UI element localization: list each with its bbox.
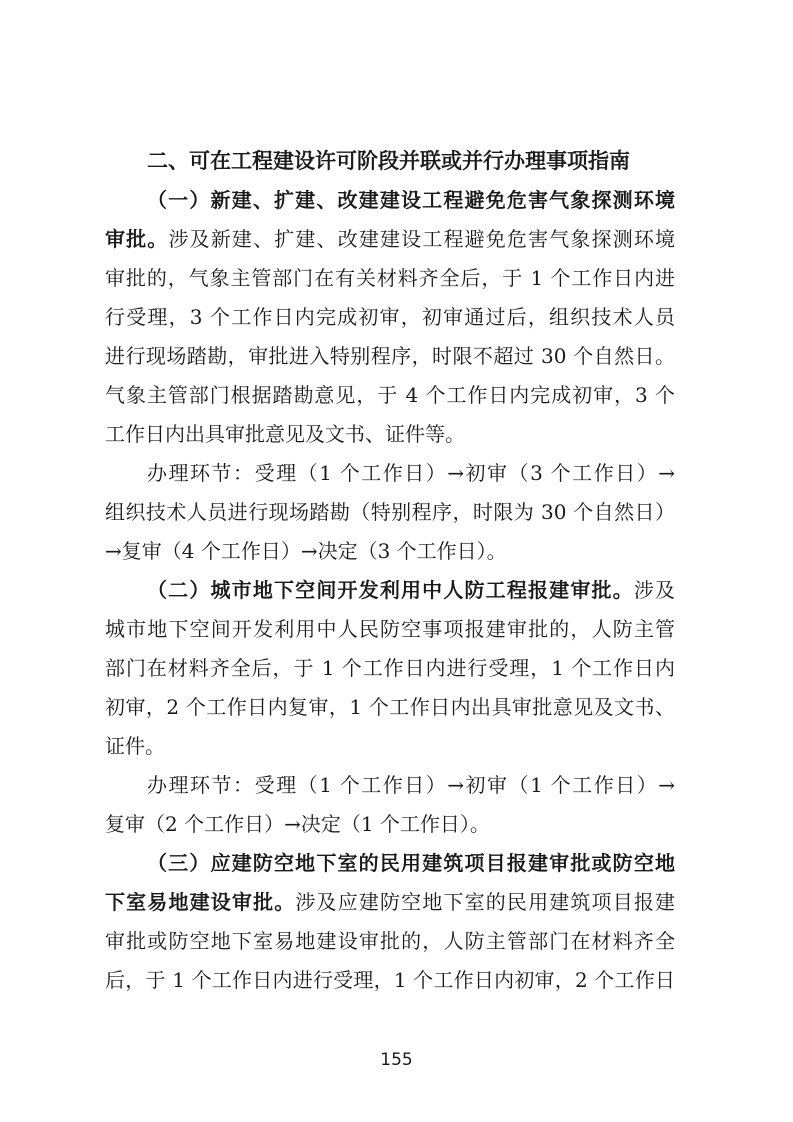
line-text: 办理环节：受理（1 个工作日）→初审（1 个工作日）→	[147, 773, 675, 797]
paragraph-line	[105, 378, 675, 412]
paragraph-line	[105, 300, 675, 334]
line-text: 涉及	[633, 578, 675, 602]
line-text: 城市地下空间开发利用中人民防空事项报建审批的，人防主管	[105, 617, 675, 641]
paragraph-line	[147, 183, 675, 217]
paragraph-lead: （三）应建防空地下室的民用建筑项目报建审批或防空地	[147, 851, 675, 875]
paragraph-lead: 审批。	[105, 227, 169, 251]
line-text: 办理环节：受理（1 个工作日）→初审（3 个工作日）→	[147, 461, 675, 485]
paragraph-line	[105, 612, 675, 646]
paragraph-line	[105, 690, 675, 724]
procedure-line	[105, 495, 675, 529]
paragraph-line	[147, 846, 675, 880]
line-text: 工作日内出具审批意见及文书、证件等。	[105, 422, 465, 446]
line-text: 涉及应建防空地下室的民用建筑项目报建	[295, 890, 675, 914]
procedure-line	[147, 456, 675, 490]
section-heading: 二、可在工程建设许可阶段并联或并行办理事项指南	[147, 149, 630, 173]
line-text: 后，于 1 个工作日内进行受理，1 个工作日内初审，2 个工作日	[105, 968, 675, 992]
line-text: 初审，2 个工作日内复审，1 个工作日内出具审批意见及文书、	[105, 695, 675, 719]
line-text: 涉及新建、扩建、改建建设工程避免危害气象探测环境	[168, 227, 675, 251]
line-text: 审批的，气象主管部门在有关材料齐全后，于 1 个工作日内进	[105, 266, 675, 290]
line-text: 证件。	[105, 734, 165, 758]
line-text: 复审（2 个工作日）→决定（1 个工作日）。	[105, 812, 490, 836]
paragraph-lead: 下室易地建设审批。	[105, 890, 296, 914]
paragraph-line	[105, 339, 675, 373]
page-number: 155	[380, 1050, 413, 1070]
line-text: 审批或防空地下室易地建设审批的，人防主管部门在材料齐全	[105, 929, 675, 953]
line-text: →复审（4 个工作日）→决定（3 个工作日）。	[105, 539, 507, 563]
line-text: 行受理，3 个工作日内完成初审，初审通过后，组织技术人员	[105, 305, 675, 329]
paragraph-line	[105, 924, 675, 958]
paragraph-line	[105, 417, 675, 451]
procedure-line	[105, 534, 675, 568]
line-text: 气象主管部门根据踏勘意见，于 4 个工作日内完成初审，3 个	[105, 383, 675, 407]
paragraph-line	[105, 963, 675, 997]
line-text: 进行现场踏勘，审批进入特别程序，时限不超过 30 个自然日。	[105, 344, 675, 368]
line-text: 组织技术人员进行现场踏勘（特别程序，时限为 30 个自然日）	[105, 500, 675, 524]
paragraph-line	[147, 573, 675, 607]
paragraph-line	[105, 651, 675, 685]
line-text: 部门在材料齐全后，于 1 个工作日内进行受理，1 个工作日内	[105, 656, 675, 680]
procedure-line	[147, 768, 675, 802]
paragraph-lead: （二）城市地下空间开发利用中人防工程报建审批。	[147, 578, 634, 602]
paragraph-line	[105, 222, 675, 256]
paragraph-line	[105, 729, 675, 763]
paragraph-lead: （一）新建、扩建、改建建设工程避免危害气象探测环境	[147, 188, 675, 212]
procedure-line	[105, 807, 675, 841]
paragraph-line	[105, 261, 675, 295]
paragraph-line	[105, 885, 675, 919]
